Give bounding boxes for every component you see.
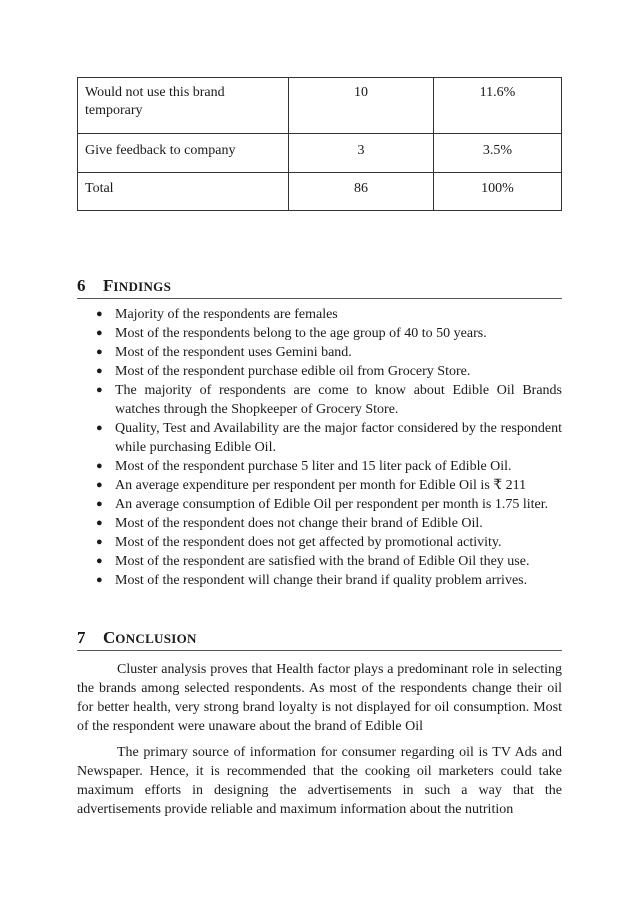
section-title-initial: C	[103, 628, 116, 647]
bullet-icon: ●	[96, 479, 103, 491]
table-row	[78, 173, 562, 211]
findings-item-text: Majority of the respondents are females	[115, 307, 338, 322]
table-cell-percent: 100%	[434, 173, 562, 211]
findings-item-text: An average expenditure per respondent per month for Edible Oil is ₹ 211	[115, 478, 527, 493]
table-row	[78, 134, 562, 173]
findings-list-item	[94, 457, 562, 476]
conclusion-heading	[77, 628, 562, 651]
table-cell-label: Would not use this brand temporary	[78, 78, 289, 134]
table-cell-count: 3	[289, 134, 434, 173]
findings-item-text: Most of the respondent will change their brand if quality problem arrives.	[115, 573, 528, 588]
bullet-icon: ●	[96, 536, 103, 548]
bullet-icon: ●	[96, 327, 103, 339]
findings-list-item	[94, 324, 562, 343]
bullet-icon: ●	[96, 574, 103, 586]
findings-item-text: An average consumption of Edible Oil per respondent per month is 1.75 liter.	[115, 497, 549, 512]
findings-list-item	[94, 381, 562, 419]
section-title-rest: INDINGS	[113, 279, 172, 294]
findings-list-item	[94, 419, 562, 457]
section-title-rest: ONCLUSION	[115, 631, 197, 646]
table-row	[78, 78, 562, 134]
bullet-icon: ●	[96, 517, 103, 529]
findings-item-text: Most of the respondent purchase 5 liter and 15 liter pack of Edible Oil.	[115, 459, 512, 474]
findings-item-text: Most of the respondent does not change their brand of Edible Oil.	[115, 516, 483, 531]
findings-item-text: Most of the respondent purchase edible oil from Grocery Store.	[115, 364, 471, 379]
bullet-icon: ●	[96, 308, 103, 320]
section-number: 7	[77, 628, 86, 647]
results-table	[77, 77, 562, 211]
findings-item-text: Most of the respondent are satisfied with the brand of Edible Oil they use.	[115, 554, 530, 569]
findings-item-text: Most of the respondents belong to the age group of 40 to 50 years.	[115, 326, 487, 341]
table-cell-percent: 3.5%	[434, 134, 562, 173]
findings-list-item	[94, 552, 562, 571]
findings-list-item	[94, 514, 562, 533]
bullet-icon: ●	[96, 384, 103, 396]
bullet-icon: ●	[96, 460, 103, 472]
findings-item-text: Most of the respondent uses Gemini band.	[115, 345, 352, 360]
findings-item-text: The majority of respondents are come to know about Edible Oil Brands watches through the Shopkeeper of Grocery Store.	[115, 383, 562, 417]
conclusion-paragraph: Cluster analysis proves that Health factor plays a predominant role in selecting the brands among selected respondents. As most of the respondents change their oil for better health, very strong brand loyalty is not displayed for oil consumption. Most of the respondent were unaware about the brand of Edible Oil	[77, 662, 562, 734]
table-cell-label: Give feedback to company	[78, 134, 289, 173]
bullet-icon: ●	[96, 555, 103, 567]
bullet-icon: ●	[96, 498, 103, 510]
conclusion-paragraph: The primary source of information for consumer regarding oil is TV Ads and Newspaper. Hence, it is recommended that the cooking oil marketers could take maximum efforts in designing the advertisements in such a way that the advertisements provide reliable and maximum information about the nutrition	[77, 745, 562, 817]
section-title-initial: F	[103, 276, 114, 295]
table-cell-count: 10	[289, 78, 434, 134]
findings-list-item	[94, 571, 562, 590]
findings-list-item	[94, 533, 562, 552]
findings-list-item	[94, 305, 562, 324]
findings-list-item	[94, 495, 562, 514]
findings-list	[94, 305, 562, 590]
table-cell-percent: 11.6%	[434, 78, 562, 134]
section-number: 6	[77, 276, 86, 295]
findings-list-item	[94, 343, 562, 362]
bullet-icon: ●	[96, 365, 103, 377]
findings-item-text: Most of the respondent does not get affected by promotional activity.	[115, 535, 502, 550]
findings-item-text: Quality, Test and Availability are the major factor considered by the respondent while purchasing Edible Oil.	[115, 421, 562, 455]
findings-list-item	[94, 362, 562, 381]
findings-list-item	[94, 476, 562, 495]
bullet-icon: ●	[96, 422, 103, 434]
table-cell-count: 86	[289, 173, 434, 211]
bullet-icon: ●	[96, 346, 103, 358]
findings-heading	[77, 276, 562, 299]
table-cell-label: Total	[78, 173, 289, 211]
